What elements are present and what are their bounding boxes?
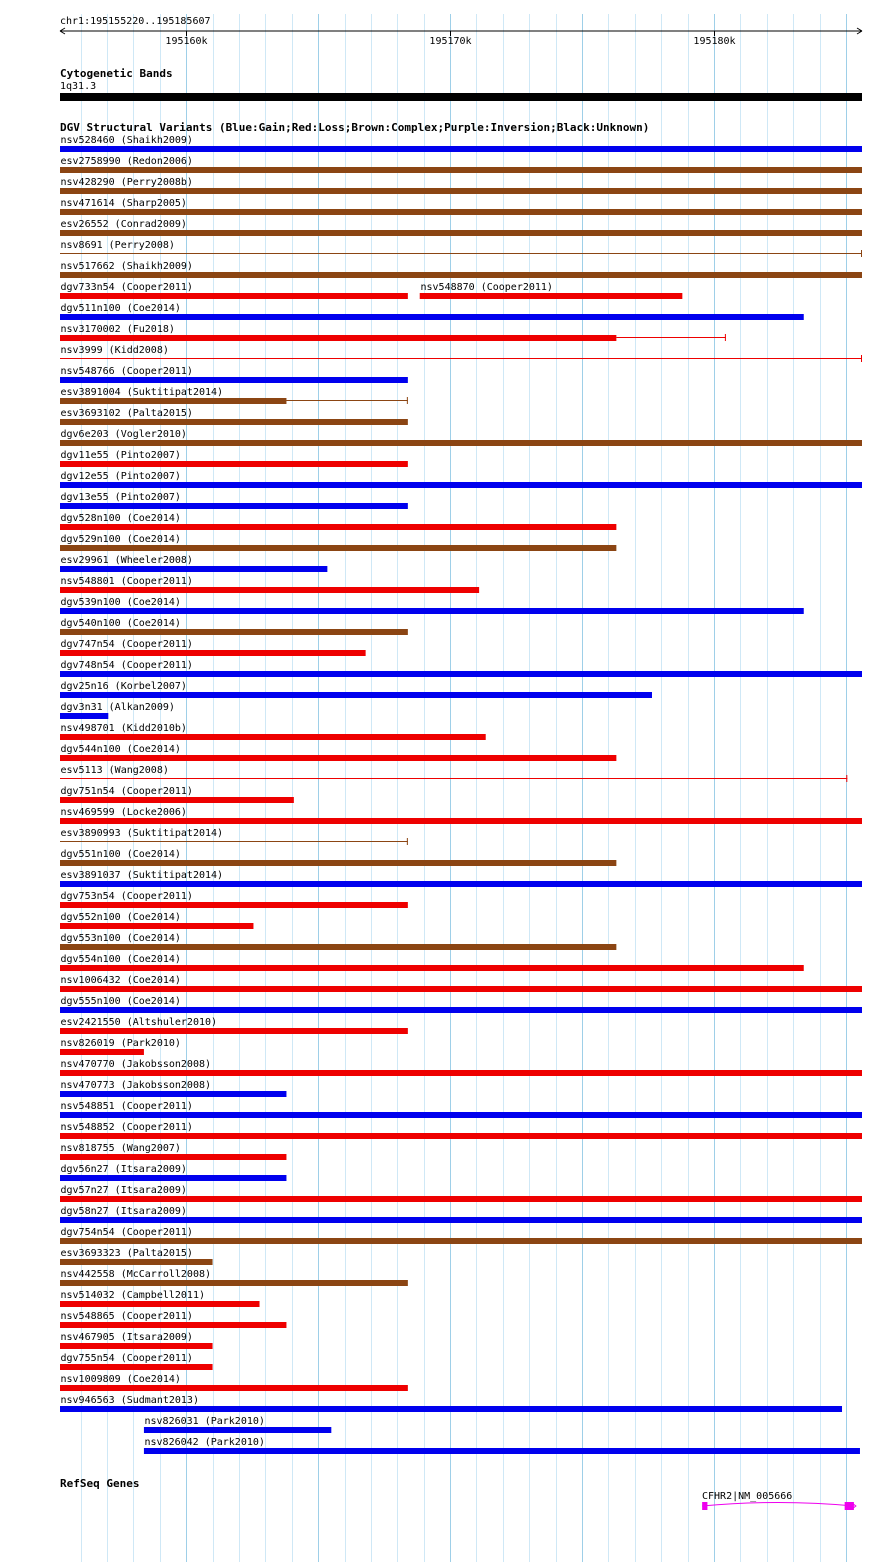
feature-bar[interactable]	[60, 566, 327, 572]
feature-label: nsv548865 (Cooper2011)	[60, 1311, 193, 1322]
ruler-tick-label: 195170k	[429, 36, 472, 47]
feature-label: nsv498701 (Kidd2010b)	[60, 723, 187, 734]
feature-bar[interactable]	[60, 1364, 213, 1370]
feature-bar[interactable]	[60, 545, 616, 551]
feature-label: nsv826019 (Park2010)	[60, 1038, 181, 1049]
feature-bar[interactable]	[60, 692, 652, 698]
feature-label: nsv826031 (Park2010)	[144, 1416, 265, 1427]
feature-label: dgv3n31 (Alkan2009)	[60, 702, 175, 713]
feature-bar[interactable]	[60, 146, 862, 152]
feature-bar[interactable]	[60, 1301, 260, 1307]
feature-bar[interactable]	[60, 335, 616, 341]
feature-label: nsv517662 (Shaikh2009)	[60, 261, 193, 272]
feature-bar[interactable]	[60, 1049, 144, 1055]
feature-label: nsv548766 (Cooper2011)	[60, 366, 193, 377]
feature-label: dgv755n54 (Cooper2011)	[60, 1353, 193, 1364]
feature-label: dgv552n100 (Coe2014)	[60, 912, 181, 923]
feature-label: nsv548852 (Cooper2011)	[60, 1122, 193, 1133]
feature-label: dgv6e203 (Vogler2010)	[60, 429, 187, 440]
feature-label: nsv470773 (Jakobsson2008)	[60, 1080, 212, 1091]
feature-bar[interactable]	[60, 440, 862, 446]
feature-label: dgv733n54 (Cooper2011)	[60, 282, 193, 293]
feature-label: dgv529n100 (Coe2014)	[60, 534, 181, 545]
feature-bar[interactable]	[60, 482, 862, 488]
feature-label: nsv469599 (Locke2006)	[60, 807, 187, 818]
feature-label: esv2758990 (Redon2006)	[60, 156, 193, 167]
feature-bar[interactable]	[60, 314, 804, 320]
refseq-track	[60, 1477, 856, 1510]
feature-label: esv3891037 (Suktitipat2014)	[60, 870, 224, 881]
feature-bar[interactable]	[60, 419, 408, 425]
feature-label: dgv748n54 (Cooper2011)	[60, 660, 193, 671]
feature-label: dgv753n54 (Cooper2011)	[60, 891, 193, 902]
feature-bar[interactable]	[60, 524, 616, 530]
feature-bar[interactable]	[60, 713, 108, 719]
feature-bar[interactable]	[60, 398, 286, 404]
feature-label: dgv13e55 (Pinto2007)	[60, 492, 181, 503]
dgv-track-title: DGV Structural Variants (Blue:Gain;Red:Loss;Brown:Complex;Purple:Inversion;Black:Unknown)	[60, 121, 650, 134]
feature-label: nsv818755 (Wang2007)	[60, 1143, 181, 1154]
feature-bar[interactable]	[60, 671, 862, 677]
feature-label: esv5113 (Wang2008)	[60, 765, 169, 776]
feature-label: dgv57n27 (Itsara2009)	[60, 1185, 187, 1196]
feature-label: dgv511n100 (Coe2014)	[60, 303, 181, 314]
feature-label: dgv528n100 (Coe2014)	[60, 513, 181, 524]
feature-label: nsv946563 (Sudmant2013)	[60, 1395, 199, 1406]
feature-bar[interactable]	[60, 923, 253, 929]
feature-label: dgv11e55 (Pinto2007)	[60, 450, 181, 461]
feature-label: dgv553n100 (Coe2014)	[60, 933, 181, 944]
feature-bar[interactable]	[60, 1007, 862, 1013]
feature-label: dgv58n27 (Itsara2009)	[60, 1206, 187, 1217]
feature-bar[interactable]	[60, 1154, 286, 1160]
feature-label: dgv554n100 (Coe2014)	[60, 954, 181, 965]
feature-bar[interactable]	[420, 293, 683, 299]
cytoband-bar[interactable]	[60, 93, 862, 101]
feature-bar[interactable]	[60, 1175, 286, 1181]
feature-bar[interactable]	[60, 629, 408, 635]
feature-bar[interactable]	[60, 650, 366, 656]
feature-label: nsv548801 (Cooper2011)	[60, 576, 193, 587]
ruler-region-label: chr1:195155220..195185607	[60, 16, 211, 27]
feature-bar[interactable]	[60, 377, 408, 383]
feature-label: nsv548851 (Cooper2011)	[60, 1101, 193, 1112]
feature-label: esv3890993 (Suktitipat2014)	[60, 828, 224, 839]
feature-label: dgv544n100 (Coe2014)	[60, 744, 181, 755]
feature-label: nsv442558 (McCarroll2008)	[60, 1269, 212, 1280]
feature-bar[interactable]	[144, 1448, 860, 1454]
cytoband-track	[60, 67, 862, 101]
ruler-tick-label: 195160k	[165, 36, 208, 47]
feature-bar[interactable]	[60, 944, 616, 950]
feature-bar[interactable]	[60, 1217, 862, 1223]
feature-label: nsv428290 (Perry2008b)	[60, 177, 193, 188]
feature-label: esv2421550 (Altshuler2010)	[60, 1017, 218, 1028]
feature-label: nsv1006432 (Coe2014)	[60, 975, 181, 986]
feature-bar[interactable]	[60, 965, 804, 971]
feature-label: dgv747n54 (Cooper2011)	[60, 639, 193, 650]
feature-label: dgv555n100 (Coe2014)	[60, 996, 181, 1007]
feature-bar[interactable]	[60, 1091, 286, 1097]
feature-bar[interactable]	[60, 608, 804, 614]
feature-label: esv26552 (Conrad2009)	[60, 219, 187, 230]
feature-label: nsv3170002 (Fu2018)	[60, 324, 175, 335]
feature-label: nsv467905 (Itsara2009)	[60, 1332, 193, 1343]
feature-label: dgv551n100 (Coe2014)	[60, 849, 181, 860]
feature-bar[interactable]	[60, 1259, 213, 1265]
feature-bar[interactable]	[60, 1406, 842, 1412]
feature-label: dgv12e55 (Pinto2007)	[60, 471, 181, 482]
feature-label: dgv56n27 (Itsara2009)	[60, 1164, 187, 1175]
feature-label: dgv754n54 (Cooper2011)	[60, 1227, 193, 1238]
feature-bar[interactable]	[60, 1070, 862, 1076]
feature-label: esv3693323 (Palta2015)	[60, 1248, 193, 1259]
feature-bar[interactable]	[60, 1112, 862, 1118]
feature-bar[interactable]	[60, 230, 862, 236]
feature-bar[interactable]	[144, 1427, 331, 1433]
ruler-tick-label: 195180k	[693, 36, 736, 47]
feature-bar[interactable]	[60, 1133, 862, 1139]
feature-bar[interactable]	[60, 1280, 408, 1286]
feature-label: esv29961 (Wheeler2008)	[60, 555, 193, 566]
feature-bar[interactable]	[60, 1385, 408, 1391]
feature-label: dgv539n100 (Coe2014)	[60, 597, 181, 608]
feature-label: nsv471614 (Sharp2005)	[60, 198, 187, 209]
cytoband-label: 1q31.3	[60, 81, 97, 92]
feature-label: esv3693102 (Palta2015)	[60, 408, 193, 419]
feature-bar[interactable]	[60, 734, 486, 740]
feature-label: nsv8691 (Perry2008)	[60, 240, 175, 251]
gene-label: CFHR2|NM_005666	[702, 1491, 793, 1502]
feature-label: esv3891004 (Suktitipat2014)	[60, 387, 224, 398]
feature-bar[interactable]	[60, 755, 616, 761]
feature-bar[interactable]	[60, 272, 862, 278]
feature-bar[interactable]	[60, 503, 408, 509]
feature-label: nsv3999 (Kidd2008)	[60, 345, 169, 356]
feature-bar[interactable]	[60, 1196, 862, 1202]
feature-bar[interactable]	[60, 902, 408, 908]
feature-bar[interactable]	[60, 986, 862, 992]
feature-bar[interactable]	[60, 860, 616, 866]
cytoband-track-title: Cytogenetic Bands	[60, 67, 173, 80]
feature-bar[interactable]	[60, 1343, 213, 1349]
feature-label: nsv470770 (Jakobsson2008)	[60, 1059, 212, 1070]
feature-label: dgv540n100 (Coe2014)	[60, 618, 181, 629]
feature-label: nsv548870 (Cooper2011)	[420, 282, 553, 293]
feature-bar[interactable]	[60, 797, 294, 803]
feature-bar[interactable]	[60, 209, 862, 215]
feature-bar[interactable]	[60, 587, 479, 593]
feature-bar[interactable]	[60, 1238, 862, 1244]
feature-bar[interactable]	[60, 188, 862, 194]
refseq-track-title: RefSeq Genes	[60, 1477, 140, 1490]
feature-label: dgv751n54 (Cooper2011)	[60, 786, 193, 797]
ruler-track	[60, 16, 862, 47]
feature-label: nsv1009809 (Coe2014)	[60, 1374, 181, 1385]
feature-label: nsv528460 (Shaikh2009)	[60, 135, 193, 146]
feature-bar[interactable]	[60, 1322, 286, 1328]
feature-label: nsv514032 (Campbell2011)	[60, 1290, 205, 1301]
feature-bar[interactable]	[60, 818, 862, 824]
grid-lines	[82, 14, 847, 1562]
feature-label: nsv826042 (Park2010)	[144, 1437, 265, 1448]
feature-label: dgv25n16 (Korbel2007)	[60, 681, 187, 692]
gene-exon[interactable]	[702, 1502, 707, 1510]
feature-bar[interactable]	[60, 1028, 408, 1034]
feature-bar[interactable]	[60, 461, 408, 467]
feature-bar[interactable]	[60, 293, 408, 299]
gene-intron-line	[702, 1503, 854, 1507]
dgv-track	[60, 121, 862, 1454]
feature-bar[interactable]	[60, 881, 862, 887]
feature-bar[interactable]	[60, 167, 862, 173]
